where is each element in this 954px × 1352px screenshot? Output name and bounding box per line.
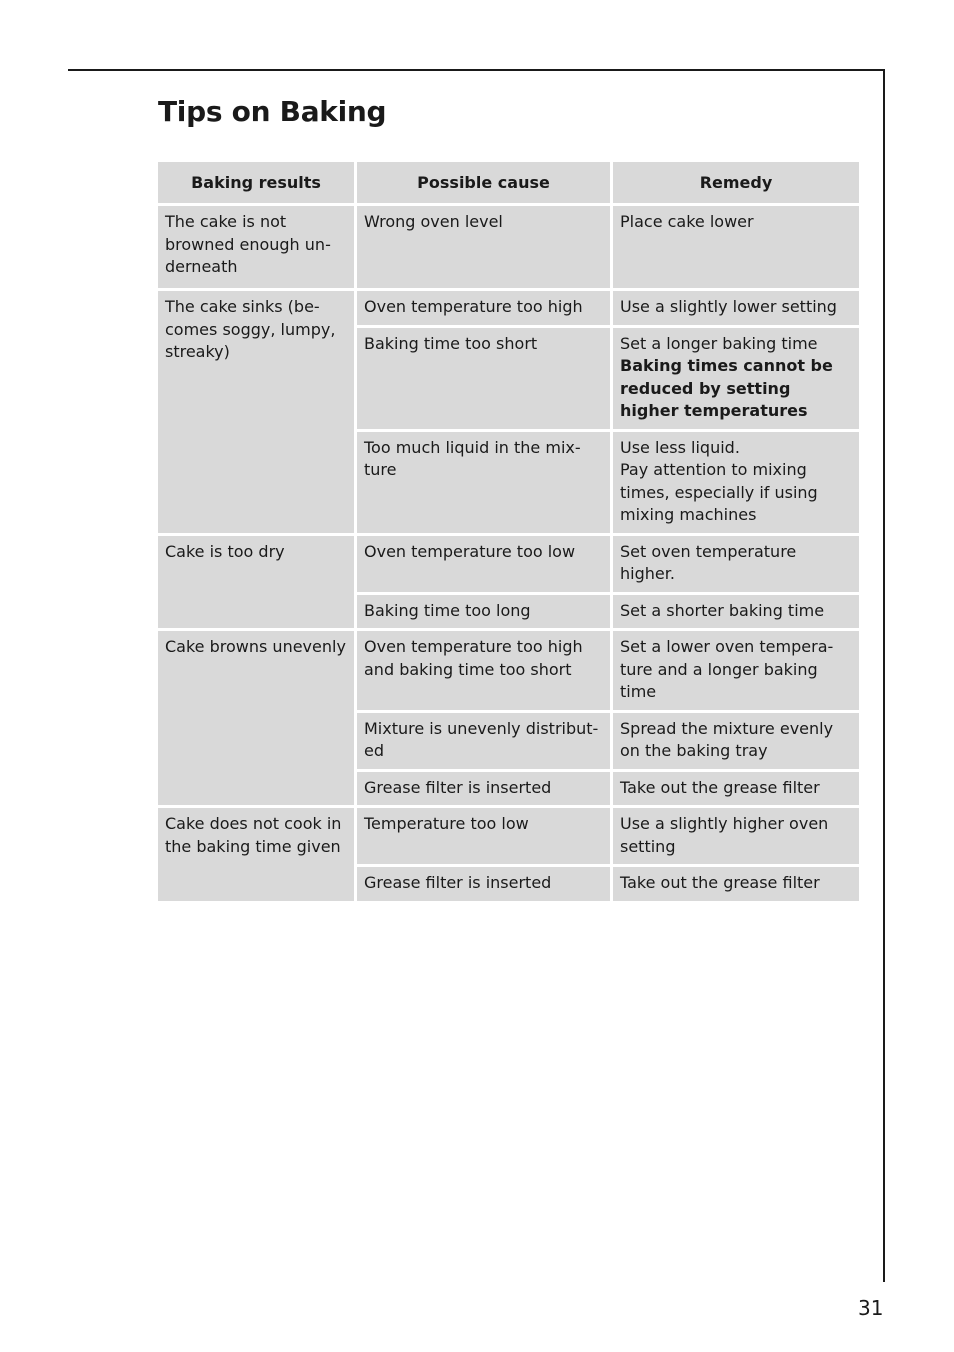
page-title: Tips on Baking xyxy=(158,95,387,128)
table-header-row xyxy=(158,162,859,203)
baking-result-cell: Cake is too dry xyxy=(158,536,354,629)
possible-cause-cell: Grease filter is inserted xyxy=(357,867,610,901)
possible-cause-cell: Grease filter is inserted xyxy=(357,772,610,806)
remedy-cell xyxy=(613,713,859,769)
baking-result-cell: The cake is not browned enough underneath xyxy=(158,206,354,288)
top-rule xyxy=(68,69,885,71)
remedy-text: Use a slightly higher oven setting xyxy=(620,814,829,856)
remedy-text: Set a longer baking time xyxy=(620,333,818,353)
baking-result-cell: Cake browns unevenly xyxy=(158,631,354,805)
remedy-cell xyxy=(613,432,859,533)
column-header-baking-results: Baking results xyxy=(158,162,354,203)
possible-cause-cell: Oven temperature too high xyxy=(357,291,610,325)
table-row xyxy=(158,631,859,710)
remedy-text: Set a lower oven temperature and a longer baking time xyxy=(620,637,834,701)
remedy-cell xyxy=(613,595,859,629)
remedy-cell xyxy=(613,328,859,429)
possible-cause-cell: Oven temperature too high and baking time too short xyxy=(357,631,610,710)
remedy-cell xyxy=(613,536,859,592)
remedy-warning-text: Baking times cannot be reduced by setting higher temperatures xyxy=(620,356,833,420)
possible-cause-cell: Oven temperature too low xyxy=(357,536,610,592)
column-header-remedy: Remedy xyxy=(613,162,859,203)
possible-cause-cell: Mixture is unevenly distributed xyxy=(357,713,610,769)
remedy-text: Take out the grease filter xyxy=(620,873,820,892)
column-header-possible-cause: Possible cause xyxy=(357,162,610,203)
table-row xyxy=(158,808,859,864)
remedy-text: Take out the grease filter xyxy=(620,777,820,797)
remedy-cell xyxy=(613,808,859,864)
possible-cause-cell: Baking time too short xyxy=(357,328,610,429)
table-row xyxy=(158,536,859,592)
baking-result-cell: The cake sinks (becomes soggy, lumpy, streaky) xyxy=(158,291,354,533)
remedy-cell xyxy=(613,291,859,325)
remedy-cell xyxy=(613,772,859,806)
possible-cause-cell: Baking time too long xyxy=(357,595,610,629)
remedy-text: Use less liquid. xyxy=(620,437,740,457)
table-row xyxy=(158,291,859,325)
possible-cause-cell: Too much liquid in the mixture xyxy=(357,432,610,533)
possible-cause-cell: Temperature too low xyxy=(357,808,610,864)
remedy-text: Place cake lower xyxy=(620,212,754,231)
page-number: 31 xyxy=(858,1296,884,1320)
baking-tips-table xyxy=(155,159,862,904)
remedy-text: Use a slightly lower setting xyxy=(620,297,837,316)
remedy-cell xyxy=(613,206,859,288)
remedy-text: Set oven temperature higher. xyxy=(620,541,797,583)
right-margin-rule xyxy=(883,69,885,1282)
possible-cause-cell: Wrong oven level xyxy=(357,206,610,288)
remedy-cell xyxy=(613,631,859,710)
remedy-text: Set a shorter baking time xyxy=(620,600,825,620)
remedy-text: Pay attention to mixing times, especially if using mixing machines xyxy=(620,460,818,524)
baking-result-cell: Cake does not cook in the baking time given xyxy=(158,808,354,901)
table-row xyxy=(158,206,859,288)
remedy-cell xyxy=(613,867,859,901)
remedy-text: Spread the mixture evenly on the baking tray xyxy=(620,718,834,760)
